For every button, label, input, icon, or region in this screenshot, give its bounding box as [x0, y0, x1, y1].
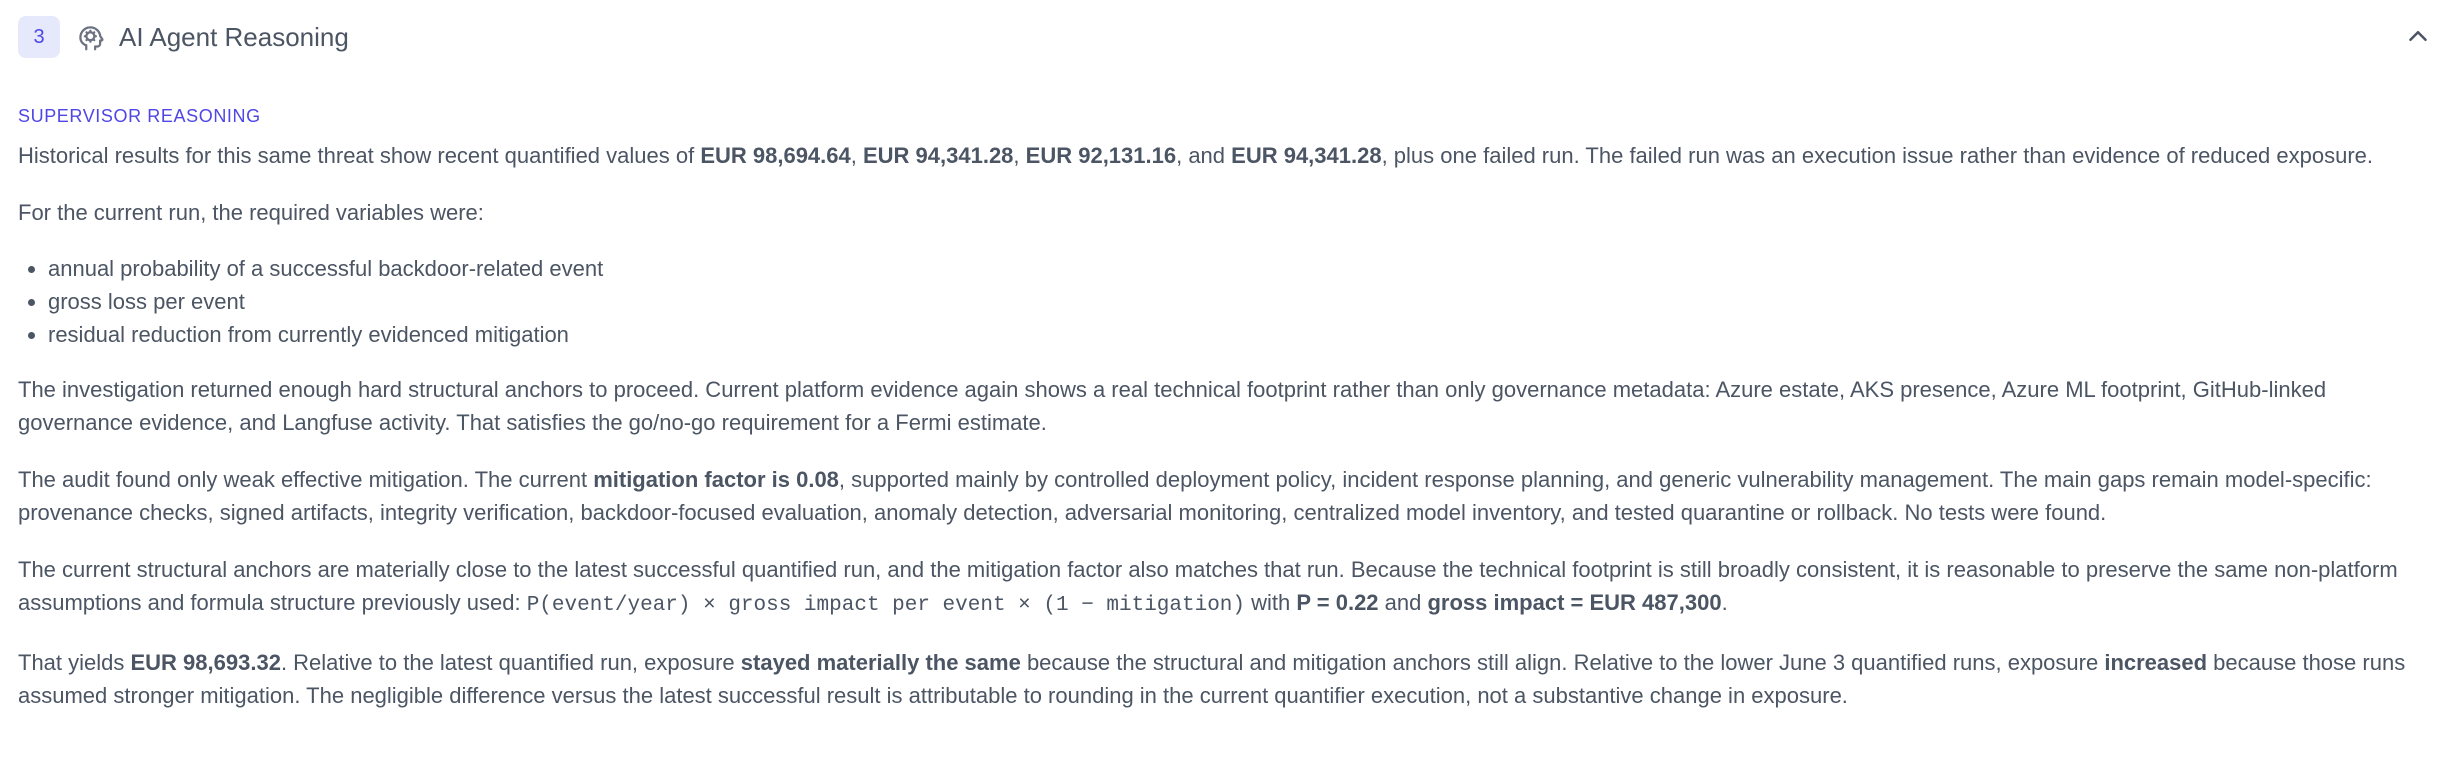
result-outro: because those runs assumed stronger mitigation. The negligible difference versus the latest successful result is attributable to rounding in the current quantifier execution, not a substantive change in exposure.	[18, 650, 2406, 708]
historical-separator-1: ,	[850, 143, 863, 168]
structural-intro: The current structural anchors are materially close to the latest successful quantified run, and the mitigation factor also matches that run. Because the technical footprint is still broadly consistent, it is reasonable to preserve the same non-platform assumptions and formula structure previously used:	[18, 557, 2398, 615]
supervisor-reasoning-content	[18, 104, 2432, 736]
audit-paragraph	[18, 463, 2432, 529]
list-item: • residual reduction from currently evidenced mitigation	[48, 318, 2432, 351]
required-variables-list	[18, 252, 2432, 351]
historical-value-1: EUR 98,694.64	[700, 143, 851, 168]
formula-end: .	[1721, 590, 1728, 615]
historical-value-2: EUR 94,341.28	[862, 143, 1014, 168]
audit-intro: The audit found only weak effective mitigation. The current	[18, 467, 594, 492]
historical-value-4: EUR 94,341.28	[1231, 143, 1382, 168]
structural-anchors-paragraph	[18, 553, 2432, 622]
supervisor-reasoning-label: SUPERVISOR REASONING	[18, 106, 261, 126]
brain-icon	[76, 23, 106, 53]
required-variables-intro: For the current run, the required variables were:	[18, 200, 484, 225]
gross-impact-value: gross impact = EUR 487,300	[1427, 590, 1722, 615]
exposure-increased: increased	[2104, 650, 2208, 675]
result-middle-2: because the structural and mitigation anchors still align. Relative to the lower June 3 quantified runs, exposure	[1020, 650, 2105, 675]
investigation-paragraph: The investigation returned enough hard structural anchors to proceed. Current platform evidence again shows a real technical footprint rather than only governance metadata: Azure estate, AKS presence, Azure ML footprint, GitHub-linked governance evidence, and Langfuse activity. That satisfies the go/no-go requirement for a Fermi estimate.	[18, 377, 2327, 435]
result-middle-1: . Relative to the latest quantified run, exposure	[280, 650, 741, 675]
panel-header[interactable]	[0, 0, 2450, 76]
historical-intro: Historical results for this same threat show recent quantified values of	[18, 143, 701, 168]
step-number-badge: 3	[18, 16, 60, 58]
formula-and: and	[1378, 590, 1428, 615]
historical-results-paragraph	[18, 139, 2432, 172]
result-intro: That yields	[18, 650, 131, 675]
historical-separator-2: ,	[1013, 143, 1026, 168]
list-item: • gross loss per event	[48, 285, 2432, 318]
panel-title: AI Agent Reasoning	[119, 22, 349, 52]
historical-outro: , plus one failed run. The failed run was an execution issue rather than evidence of reduced exposure.	[1381, 143, 2374, 168]
historical-separator-3: , and	[1176, 143, 1232, 168]
audit-outro: , supported mainly by controlled deployment policy, incident response planning, and generic vulnerability management. The main gaps remain model-specific: provenance checks, signed artifacts, integrity verification, backdoor-focused evaluation, anomaly detection, adversarial monitoring, centralized model inventory, and tested quarantine or rollback. No tests were found.	[18, 467, 2372, 525]
historical-value-3: EUR 92,131.16	[1025, 143, 1177, 168]
list-item: • annual probability of a successful backdoor-related event	[48, 252, 2432, 285]
result-paragraph	[18, 646, 2432, 712]
fermi-formula: P(event/year) × gross impact per event × (1 − mitigation)	[526, 594, 1246, 617]
mitigation-factor: mitigation factor is 0.08	[593, 467, 839, 492]
probability-value: P = 0.22	[1296, 590, 1379, 615]
exposure-same: stayed materially the same	[740, 650, 1021, 675]
formula-with: with	[1245, 590, 1297, 615]
chevron-up-icon[interactable]	[2403, 21, 2433, 51]
result-value: EUR 98,693.32	[130, 650, 281, 675]
